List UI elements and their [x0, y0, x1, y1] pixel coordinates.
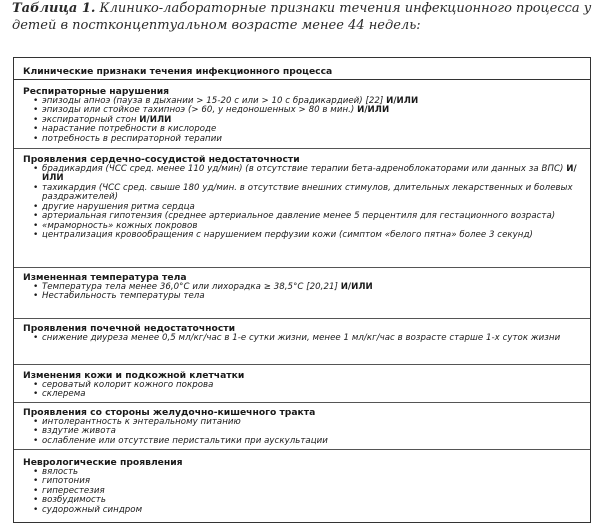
item-text: Температура тела менее 36,0°С или лихорадка ≥ 38,5°С [20,21]	[42, 281, 341, 292]
section-title: Проявления со стороны желудочно-кишечного тракта	[23, 407, 316, 418]
conjunction-label: И/ИЛИ	[139, 114, 172, 125]
section-title: Изменения кожи и подкожной клетчатки	[23, 370, 245, 381]
item-text: тахикардия (ЧСС сред. свыше 180 уд/мин. в отсутствие внешних стимулов, длительных лекарственных и болевых раздражителей)	[42, 182, 573, 203]
list-item	[33, 292, 590, 302]
list-item	[33, 418, 590, 428]
conjunction-label: И/ИЛИ	[42, 163, 577, 184]
item-text: другие нарушения ритма сердца	[42, 201, 195, 212]
list-item	[33, 135, 590, 145]
conjunction-label: И/ИЛИ	[357, 105, 390, 116]
item-text: вялость	[42, 466, 79, 477]
item-text: сероватый колорит кожного покрова	[42, 379, 214, 390]
item-text: нарастание потребности в кислороде	[42, 124, 217, 135]
item-text: экспираторный стон	[42, 114, 140, 125]
section-title: Респираторные нарушения	[23, 86, 170, 97]
item-text: артериальная гипотензия (среднее артериальное давление менее 5 перцентиля для гестационного возраста)	[42, 211, 556, 222]
section-respiratory	[14, 80, 590, 149]
section-skin	[14, 365, 590, 403]
item-text: вздутие живота	[42, 426, 116, 437]
bullet-list	[23, 334, 590, 344]
item-text: ослабление или отсутствие перистальтики при аускультации	[42, 435, 328, 446]
item-text: Нестабильность температуры тела	[42, 291, 205, 302]
conjunction-label: И/ИЛИ	[340, 281, 373, 292]
list-item	[33, 437, 590, 447]
bullet-list	[23, 97, 590, 145]
bullet-list	[23, 165, 590, 241]
item-text: интолерантность к энтеральному питанию	[42, 416, 241, 427]
item-text: гипотония	[42, 476, 91, 487]
list-item	[33, 184, 590, 203]
section-title: Проявления сердечно-сосудистой недостаточности	[23, 154, 300, 165]
list-item	[33, 468, 590, 478]
list-item	[33, 231, 590, 241]
item-text: эпизоды или стойкое тахипноэ (> 60, у недоношенных > 80 в мин.)	[42, 105, 358, 116]
section-title: Неврологические проявления	[23, 457, 183, 468]
list-item	[33, 487, 590, 497]
section-temperature	[14, 268, 590, 319]
caption-text: Клинико-лабораторные признаки течения инфекционного процесса у детей в постконцептуальном возрасте менее 44 недель:	[12, 1, 592, 33]
list-item	[33, 506, 590, 516]
list-item	[33, 381, 590, 391]
list-item	[33, 334, 590, 344]
item-text: эпизоды апноэ (пауза в дыхании > 15-20 с или > 10 с брадикардией) [22]	[42, 95, 387, 106]
section-neurological	[14, 450, 590, 523]
bullet-list	[23, 468, 590, 516]
table-caption	[12, 0, 598, 34]
item-text: возбудимость	[42, 495, 106, 506]
section-title: Измененная температура тела	[23, 272, 187, 283]
table-header: Клинические признаки течения инфекционного процесса	[14, 58, 590, 80]
caption-label: Таблица 1.	[12, 1, 96, 16]
item-text: гиперестезия	[42, 485, 105, 496]
item-text: «мраморность» кожных покровов	[42, 220, 198, 231]
list-item	[33, 165, 590, 184]
list-item	[33, 390, 590, 400]
bullet-list	[23, 381, 590, 400]
item-text: брадикардия (ЧСС сред. менее 110 уд/мин) (в отсутствие терапии бета-адреноблокаторами или данных за ВПС)	[42, 163, 567, 174]
item-text: склерема	[42, 389, 86, 400]
section-gastrointestinal	[14, 403, 590, 450]
bullet-list	[23, 283, 590, 302]
section-renal	[14, 319, 590, 365]
item-text: судорожный синдром	[42, 504, 143, 515]
section-cardiovascular	[14, 149, 590, 268]
section-title: Проявления почечной недостаточности	[23, 323, 236, 334]
item-text: потребность в респираторной терапии	[42, 133, 222, 144]
item-text: централизация кровообращения с нарушением перфузии кожи (симптом «белого пятна» более 3 секунд)	[42, 230, 533, 241]
item-text: снижение диуреза менее 0,5 мл/кг/час в 1-е сутки жизни, менее 1 мл/кг/час в возрасте старше 1-х суток жизни	[42, 332, 561, 343]
bullet-list	[23, 418, 590, 447]
conjunction-label: И/ИЛИ	[386, 95, 419, 106]
clinical-signs-table	[13, 57, 591, 523]
list-item	[33, 477, 590, 487]
